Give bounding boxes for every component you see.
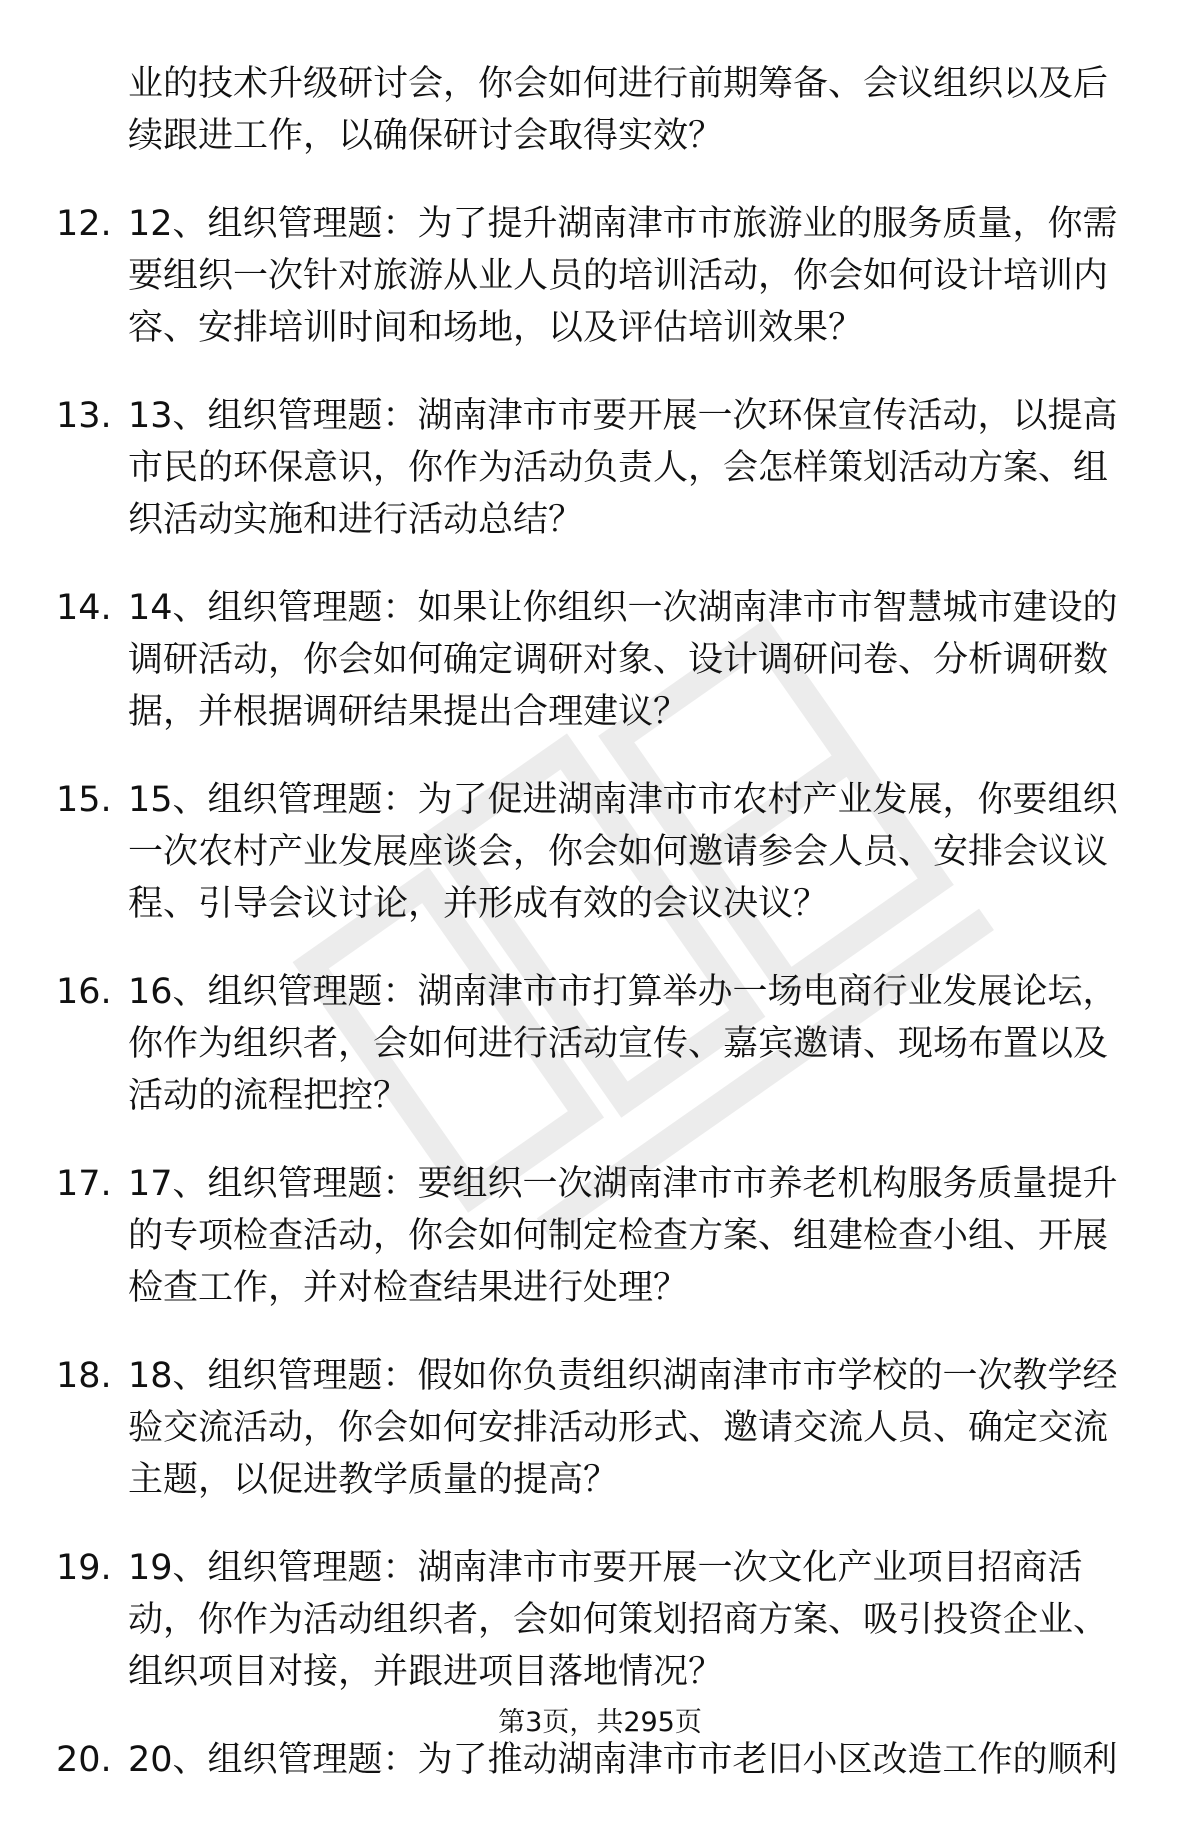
continued-paragraph: 业的技术升级研讨会，你会如何进行前期筹备、会议组织以及后 续跟进工作，以确保研讨会取得实效？ — [128, 64, 1109, 156]
list-number: 19. — [56, 1548, 112, 1588]
question-text: 12、组织管理题：为了提升湖南津市市旅游业的服务质量，你需 要组织一次针对旅游从业人员的培训活动，你会如何设计培训内 容、安排培训时间和场地，以及评估培训效果？ — [128, 204, 1118, 348]
list-item-12 — [56, 198, 1146, 354]
page-footer: 第3页，共295页 — [498, 1707, 702, 1738]
document-content — [56, 58, 1146, 1822]
question-text: 18、组织管理题：假如你负责组织湖南津市市学校的一次教学经 验交流活动，你会如何安排活动形式、邀请交流人员、确定交流 主题，以促进教学质量的提高？ — [128, 1356, 1118, 1500]
question-text: 13、组织管理题：湖南津市市要开展一次环保宣传活动，以提高 市民的环保意识，你作为活动负责人，会怎样策划活动方案、组 织活动实施和进行活动总结？ — [128, 396, 1118, 540]
list-number: 14. — [56, 588, 112, 628]
list-item-13 — [56, 390, 1146, 546]
list-number: 12. — [56, 204, 112, 244]
question-text: 15、组织管理题：为了促进湖南津市市农村产业发展，你要组织 一次农村产业发展座谈会，你会如何邀请参会人员、安排会议议 程、引导会议讨论，并形成有效的会议决议？ — [128, 780, 1118, 924]
list-number: 20. — [56, 1740, 112, 1780]
list-number: 13. — [56, 396, 112, 436]
list-item-15 — [56, 774, 1146, 930]
list-number: 15. — [56, 780, 112, 820]
question-text: 19、组织管理题：湖南津市市要开展一次文化产业项目招商活 动，你作为活动组织者，会如何策划招商方案、吸引投资企业、 组织项目对接，并跟进项目落地情况？ — [128, 1548, 1109, 1692]
list-item-20 — [56, 1734, 1146, 1786]
list-item-18 — [56, 1350, 1146, 1506]
list-number: 18. — [56, 1356, 112, 1396]
list-item-16 — [56, 966, 1146, 1122]
question-text: 16、组织管理题：湖南津市市打算举办一场电商行业发展论坛， 你作为组织者，会如何进行活动宣传、嘉宾邀请、现场布置以及 活动的流程把控？ — [128, 972, 1118, 1116]
list-item-19 — [56, 1542, 1146, 1698]
question-text: 17、组织管理题：要组织一次湖南津市市养老机构服务质量提升 的专项检查活动，你会如何制定检查方案、组建检查小组、开展 检查工作，并对检查结果进行处理？ — [128, 1164, 1118, 1308]
question-text: 20、组织管理题：为了推动湖南津市市老旧小区改造工作的顺利 — [128, 1740, 1118, 1780]
list-item-17 — [56, 1158, 1146, 1314]
list-number: 17. — [56, 1164, 112, 1204]
list-item-14 — [56, 582, 1146, 738]
list-number: 16. — [56, 972, 112, 1012]
question-text: 14、组织管理题：如果让你组织一次湖南津市市智慧城市建设的 调研活动，你会如何确定调研对象、设计调研问卷、分析调研数 据，并根据调研结果提出合理建议？ — [128, 588, 1118, 732]
